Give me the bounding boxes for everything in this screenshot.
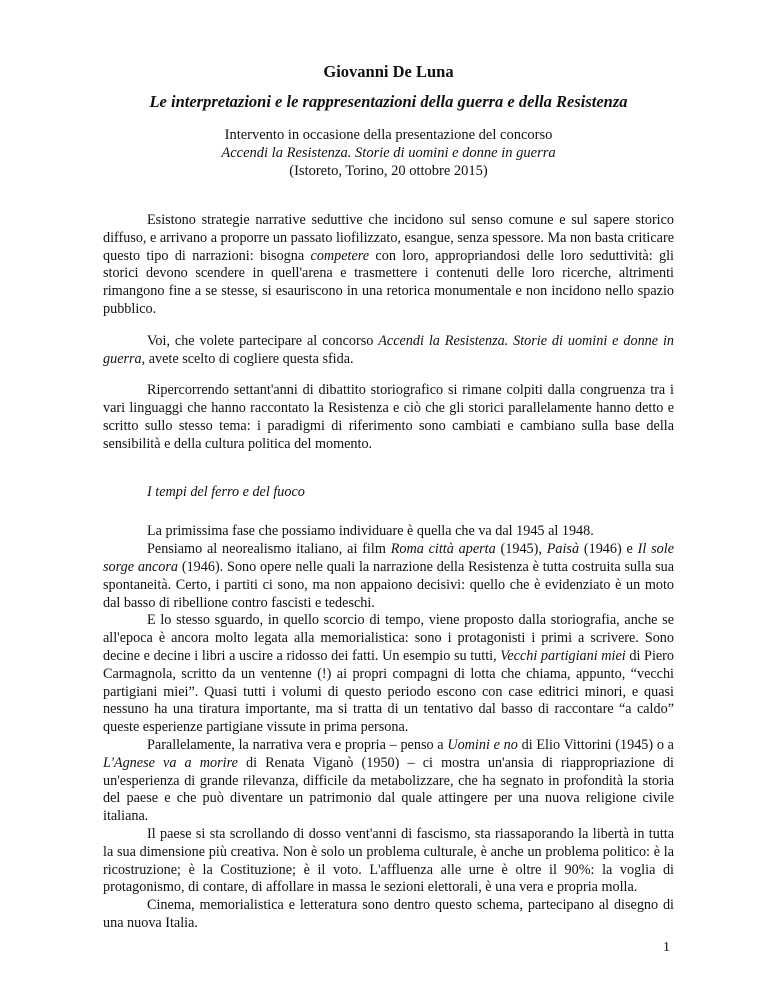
contest-name: Accendi la Resistenza. Storie di uomini e donne in guerra [221,145,556,161]
document-title: Le interpretazioni e le rappresentazioni della guerra e della Resistenza [149,92,628,111]
paragraph: Ripercorrendo settant'anni di dibattito storiografico si rimane colpiti dalla congruenza tra i vari linguaggi che hanno raccontato la Resistenza e ciò che gli storici parallelamente hanno detto e scritto sullo stesso tema: i paradigmi di riferimento sono cambiati e cambiano sulla base della sensibilità e della cultura politica del momento. [103,382,674,452]
author-name: Giovanni De Luna [323,62,454,81]
paragraph: Cinema, memorialistica e letteratura sono dentro questo schema, partecipano al disegno di una nuova Italia. [103,897,674,931]
paragraph: Il paese si sta scrollando di dosso vent'anni di fascismo, sta riassaporando la libertà in tutta la sua dimensione più creativa. Non è solo un problema culturale, è anche un problema politico: è la ricostruzione; è la Costituzione; è il voto. L'affluenza alle urne è oltre il 90%: la voglia di protagonismo, di contare, di affollare in massa le sezioni elettorali, è una vera e propria molla. [103,825,674,896]
subtitle-block [103,126,674,180]
subtitle-line: Intervento in occasione della presentazione del concorso [224,127,553,143]
paragraph: La primissima fase che possiamo individuare è quella che va dal 1945 al 1948. [147,523,594,540]
paragraph: Voi, che volete partecipare al concorso Accendi la Resistenza. Storie di uomini e donne in guerra, avete scelto di cogliere questa sfida. [103,332,674,367]
event-details: (Istoreto, Torino, 20 ottobre 2015) [289,163,488,179]
paragraph: Pensiamo al neorealismo italiano, ai film Roma città aperta (1945), Paisà (1946) e Il sole sorge ancora (1946). Sono opere nelle quali la narrazione della Resistenza è tutta costruita sulla sua spontaneità. Certo, i partiti ci sono, ma non appaiono decisivi: quello che è evidenziato è un moto dal basso di ribellione contro fascisti e tedeschi. [103,541,675,611]
paragraph: Esistono strategie narrative seduttive che incidono sul senso comune e sul sapere storico diffuso, e arrivano a proporre un passato liofilizzato, esangue, senza spessore. Ma non basta criticare questo tipo di narrazioni: bisogna competere con loro, appropriandosi delle loro seduttività: gli storici devono scendere in quell'arena e trasmettere i contenuti delle loro ricerche, altrimenti rimangono fine a se stesse, si esauriscono in una retorica monumentale e non incidono nello spazio pubblico. [103,212,674,317]
paragraph: Parallelamente, la narrativa vera e propria – penso a Uomini e no di Elio Vittorini (1945) o a L'Agnese va a morire di Renata Viganò (1950) – ci mostra un'ansia di riappropriazione di un'esperienza di grande rilevanza, difficile da metabolizzare, che ha segnato in profondità la storia del paese e che può diventare un patrimonio dal quale attingere per una nuova religione civile italiana. [103,736,674,825]
paragraph: E lo stesso sguardo, in quello scorcio di tempo, viene proposto dalla storiografia, anche se all'epoca è ancora molto legata alla memorialistica: sono i protagonisti i primi a scrivere. Sono decine e decine i libri a uscire a ridosso dei fatti. Un esempio su tutti, Vecchi partigiani miei di Piero Carmagnola, scritto da un ventenne (!) ai propri compagni di lotta che chiama, appunto, “vecchi partigiani miei”. Quasi tutti i volumi di questo periodo escono con case editrici minori, e quasi nessuno ha una tiratura importante, ma si tratta di un tentativo dal basso di raccontare “a caldo” queste esperienze partigiane vissute in prima persona. [103,612,675,736]
page-number: 1 [663,940,670,955]
section-heading: I tempi del ferro e del fuoco [147,483,305,500]
